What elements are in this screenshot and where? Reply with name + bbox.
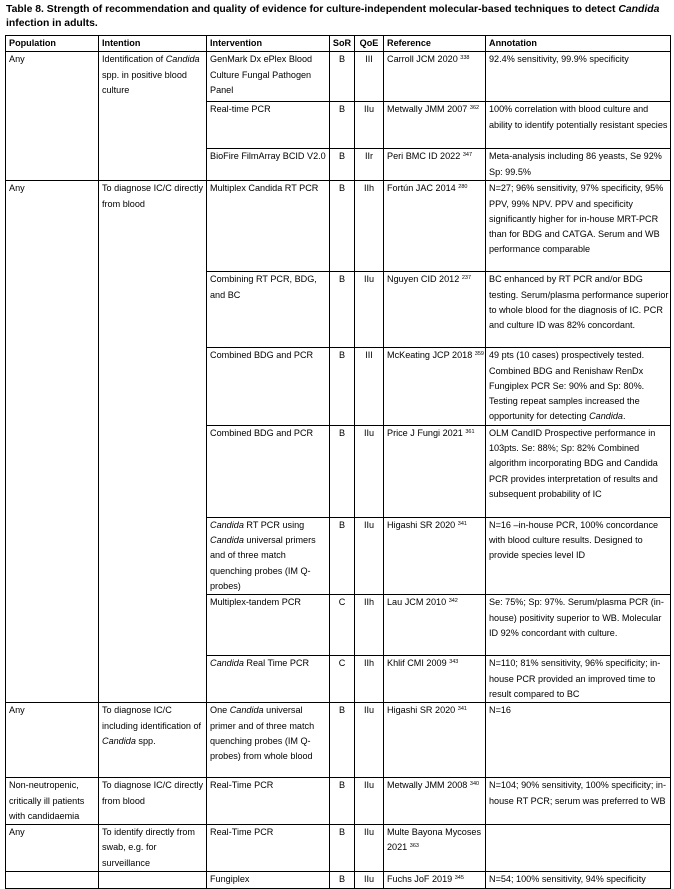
italic-text: Candida — [210, 535, 244, 546]
text-run: Multiplex Candida RT PCR — [210, 183, 319, 194]
reference-cell — [384, 425, 486, 517]
reference-cell — [384, 778, 486, 825]
header-population: Population — [6, 36, 99, 52]
reference-text: Metwally JMM 2007 — [387, 104, 468, 115]
reference-cell — [384, 656, 486, 703]
header-sor: SoR — [330, 36, 355, 52]
italic-text: Candida — [589, 411, 623, 422]
reference-number: 237 — [461, 275, 472, 282]
intervention-cell — [207, 778, 330, 825]
reference-cell — [384, 52, 486, 102]
qoe-cell: IIh — [355, 656, 384, 703]
reference-text: Carroll JCM 2020 — [387, 54, 458, 65]
table-row — [6, 52, 671, 102]
text-run: N=27; 96% sensitivity, 97% specificity, 95% PPV, 99% NPV. PPV and specificity significantly higher for in-house MRT-PCR than for BDG and CATGA. Serum and WB performance comparable — [489, 183, 664, 255]
qoe-cell: IIh — [355, 595, 384, 656]
text-run: BC enhanced by RT PCR and/or BDG testing. Serum/plasma performance superior to whole blood for the diagnosis of IC. PCR and culture ID was 82% concordant. — [489, 274, 669, 331]
text-run: universal primer and of three match quenching probes (IM Q-probes) from whole blood — [210, 705, 315, 762]
qoe-cell: IIh — [355, 181, 384, 272]
text-run: 100% correlation with blood culture and ability to identify potentially resistant species — [489, 104, 668, 130]
reference-number: 342 — [448, 598, 458, 605]
population-cell: Any — [6, 703, 99, 778]
qoe-cell: IIu — [355, 272, 384, 348]
intervention-cell — [207, 825, 330, 872]
reference-number: 338 — [460, 55, 470, 62]
text-run: Identification of — [102, 54, 166, 65]
text-run: Multiplex-tandem PCR — [210, 597, 301, 608]
qoe-cell: IIr — [355, 149, 384, 181]
reference-cell — [384, 872, 486, 889]
italic-text: Candida — [165, 54, 200, 65]
text-run: Se: 75%; Sp: 97%. Serum/plasma PCR (in-house) positivity superior to WB. Molecular ID 92% concordant with culture. — [489, 597, 664, 638]
sor-cell: C — [330, 595, 355, 656]
text-run: 92.4% sensitivity, 99.9% specificity — [489, 54, 629, 65]
qoe-cell: IIu — [355, 872, 384, 889]
sor-cell: B — [330, 102, 355, 149]
reference-number: 341 — [457, 706, 467, 713]
header-annotation: Annotation — [486, 36, 671, 52]
qoe-cell: IIu — [355, 102, 384, 149]
qoe-cell: III — [355, 52, 384, 102]
text-run: spp. in positive blood culture — [102, 69, 187, 95]
text-run: Real-time PCR — [210, 104, 271, 115]
reference-text: Nguyen CID 2012 — [387, 274, 460, 285]
reference-number: 359 — [474, 351, 484, 358]
reference-cell — [384, 181, 486, 272]
text-run: Real-Time PCR — [210, 827, 274, 838]
annotation-cell — [486, 181, 671, 272]
intervention-cell — [207, 517, 330, 594]
text-run: Meta-analysis including 86 yeasts, Se 92% Sp: 99.5% — [489, 151, 662, 177]
intention-cell — [99, 872, 207, 889]
annotation-cell — [486, 425, 671, 517]
reference-cell — [384, 149, 486, 181]
sor-cell: B — [330, 778, 355, 825]
text-run: 49 pts (10 cases) prospectively tested. Combined BDG and Renishaw RenDx Fungiplex PCR Se: 90% and Sp: 80%. Testing repeat samples increased the opportunity for detecting — [489, 350, 645, 422]
intention-cell — [99, 703, 207, 778]
reference-text: Multe Bayona Mycoses 2021 — [387, 827, 482, 853]
intervention-cell — [207, 703, 330, 778]
text-run: BioFire FilmArray BCID V2.0 — [210, 151, 326, 162]
reference-cell — [384, 348, 486, 425]
sor-cell: B — [330, 703, 355, 778]
text-run: RT PCR using — [243, 519, 305, 530]
reference-text: Fortún JAC 2014 — [387, 183, 456, 194]
table-header-row — [6, 36, 671, 52]
italic-text: Candida — [210, 519, 244, 530]
annotation-cell — [486, 703, 671, 778]
reference-number: 341 — [457, 520, 467, 527]
sor-cell: B — [330, 181, 355, 272]
intervention-cell — [207, 149, 330, 181]
qoe-cell: IIu — [355, 517, 384, 594]
annotation-cell — [486, 656, 671, 703]
population-cell: Any — [6, 825, 99, 872]
reference-cell — [384, 102, 486, 149]
reference-cell — [384, 272, 486, 348]
qoe-cell: III — [355, 348, 384, 425]
reference-number: 343 — [449, 659, 459, 666]
sor-cell: B — [330, 52, 355, 102]
text-run: To diagnose IC/C including identification of — [102, 705, 202, 731]
reference-text: McKeating JCP 2018 — [387, 350, 473, 361]
reference-text: Higashi SR 2020 — [387, 705, 456, 716]
sor-cell: B — [330, 517, 355, 594]
sor-cell: C — [330, 656, 355, 703]
text-run: . — [622, 411, 626, 422]
reference-number: 363 — [409, 843, 419, 850]
text-run: Real Time PCR — [243, 658, 310, 669]
text-run: N=110; 81% sensitivity, 96% specificity; in-house PCR provided an improved time to result compared to BC — [489, 658, 661, 699]
header-intervention: Intervention — [207, 36, 330, 52]
reference-text: Metwally JMM 2008 — [387, 780, 468, 791]
header-intention: Intention — [99, 36, 207, 52]
text-run: N=16 — [489, 705, 511, 716]
text-run: Fungiplex — [210, 874, 250, 885]
qoe-cell: IIu — [355, 425, 384, 517]
annotation-cell — [486, 348, 671, 425]
table-row — [6, 825, 671, 872]
reference-text: Fuchs JoF 2019 — [387, 874, 453, 885]
intervention-cell — [207, 425, 330, 517]
text-run: spp. — [135, 735, 156, 746]
text-run: OLM CandID Prospective performance in 103pts. Se: 88%; Sp: 82% Combined algorithm incorporating BDG and Candida PCR provides interpretation of results and subsequent probability of IC — [489, 427, 658, 499]
reference-cell — [384, 595, 486, 656]
intervention-cell — [207, 872, 330, 889]
intervention-cell — [207, 348, 330, 425]
reference-text: Khlif CMI 2009 — [387, 658, 447, 669]
text-run: Combined BDG and PCR — [210, 427, 314, 438]
population-cell: Any — [6, 52, 99, 181]
intervention-cell — [207, 272, 330, 348]
intervention-cell — [207, 595, 330, 656]
text-run: N=16 –in-house PCR, 100% concordance with blood culture results. Designed to provide species level ID — [489, 519, 659, 561]
text-run: universal primers and of three match quenching probes (IM Q-probes) — [210, 535, 316, 591]
population-cell: Any — [6, 181, 99, 703]
evidence-table — [5, 35, 671, 889]
italic-text: Candida — [210, 658, 244, 669]
qoe-cell: IIu — [355, 778, 384, 825]
intention-cell — [99, 181, 207, 703]
reference-number: 362 — [469, 105, 480, 112]
annotation-cell — [486, 517, 671, 594]
sor-cell: B — [330, 149, 355, 181]
annotation-cell — [486, 778, 671, 825]
intention-cell — [99, 825, 207, 872]
reference-text: Lau JCM 2010 — [387, 597, 447, 608]
intervention-cell — [207, 656, 330, 703]
table-row — [6, 778, 671, 825]
sor-cell: B — [330, 272, 355, 348]
sor-cell: B — [330, 425, 355, 517]
reference-number: 280 — [458, 184, 468, 191]
reference-cell — [384, 703, 486, 778]
annotation-cell — [486, 272, 671, 348]
reference-number: 340 — [469, 781, 480, 788]
reference-number: 347 — [462, 152, 473, 159]
text-run: N=54; 100% sensitivity, 94% specificity — [489, 874, 646, 885]
text-run: Combining RT PCR, BDG, and BC — [210, 274, 317, 300]
intention-cell — [99, 52, 207, 181]
reference-number: 361 — [465, 428, 475, 435]
text-run: To diagnose IC/C directly from blood — [102, 780, 204, 806]
table-row — [6, 703, 671, 778]
intervention-cell — [207, 52, 330, 102]
text-run: Real-Time PCR — [210, 780, 274, 791]
intervention-cell — [207, 181, 330, 272]
table-caption: Table 8. Strength of recommendation and quality of evidence for culture-independent molecular-based techniques to detect Candida infection in adults. — [6, 4, 660, 29]
header-reference: Reference — [384, 36, 486, 52]
annotation-cell — [486, 872, 671, 889]
intention-cell — [99, 778, 207, 825]
annotation-cell — [486, 102, 671, 149]
text-run: N=104; 90% sensitivity, 100% specificity; in-house RT PCR; serum was preferred to WB — [489, 780, 666, 806]
text-run: To diagnose IC/C directly from blood — [102, 183, 204, 209]
population-cell — [6, 872, 99, 889]
italic-text: Candida — [229, 705, 264, 716]
text-run: To identify directly from swab, e.g. for surveillance — [102, 827, 195, 868]
reference-cell — [384, 517, 486, 594]
sor-cell: B — [330, 872, 355, 889]
reference-cell — [384, 825, 486, 872]
sor-cell: B — [330, 348, 355, 425]
reference-text: Peri BMC ID 2022 — [387, 151, 461, 162]
table-body — [6, 52, 671, 889]
text-run: Combined BDG and PCR — [210, 350, 314, 361]
text-run: GenMark Dx ePlex Blood Culture Fungal Pathogen Panel — [210, 54, 313, 95]
reference-text: Higashi SR 2020 — [387, 519, 456, 530]
annotation-cell — [486, 595, 671, 656]
sor-cell: B — [330, 825, 355, 872]
table-row — [6, 181, 671, 272]
population-cell: Non-neutropenic, critically ill patients with candidaemia — [6, 778, 99, 825]
intervention-cell — [207, 102, 330, 149]
reference-text: Price J Fungi 2021 — [387, 427, 463, 438]
text-run: One — [210, 705, 230, 716]
annotation-cell — [486, 825, 671, 872]
italic-text: Candida — [102, 735, 136, 746]
reference-number: 345 — [454, 875, 464, 882]
qoe-cell: IIu — [355, 703, 384, 778]
annotation-cell — [486, 52, 671, 102]
header-qoe: QoE — [355, 36, 384, 52]
annotation-cell — [486, 149, 671, 181]
qoe-cell: IIu — [355, 825, 384, 872]
table-row — [6, 872, 671, 889]
